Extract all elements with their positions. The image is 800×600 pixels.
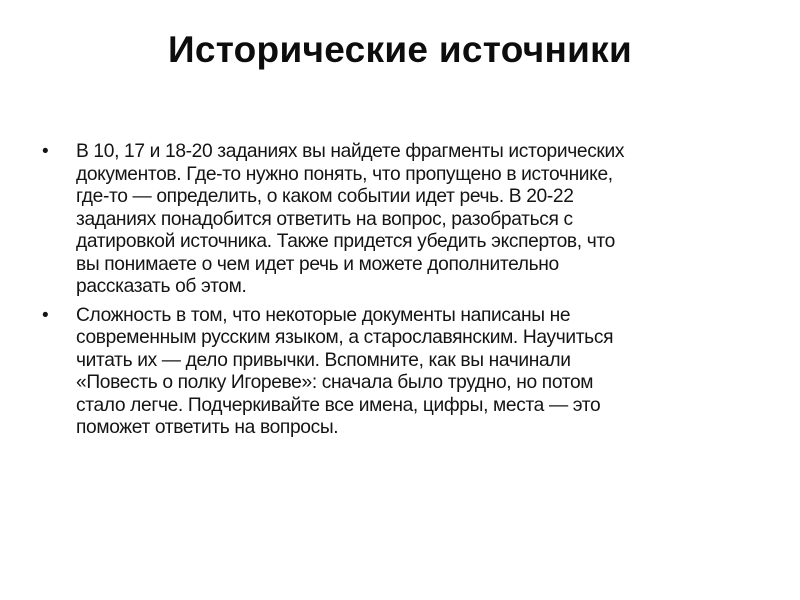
bullet-text-line: где-то — определить, о каком событии идет речь. В 20-22: [76, 186, 574, 207]
bullet-icon: •: [42, 141, 49, 162]
bullet-text-line: вы понимаете о чем идет речь и можете дополнительно: [76, 253, 559, 275]
bullet-text-line: В 10, 17 и 18-20 заданиях вы найдете фрагменты исторических: [76, 141, 625, 162]
slide-title: Исторические источники: [167, 29, 633, 70]
bullet-item-tasks: [40, 141, 760, 299]
bullet-text-line: поможет ответить на вопросы.: [76, 417, 339, 438]
bullet-text-line: рассказать об этом.: [76, 276, 247, 297]
bullet-icon: •: [42, 304, 49, 326]
bullet-text-line: заданиях понадобится ответить на вопрос, разобраться с: [76, 208, 573, 230]
bullet-text-line: датировкой источника. Также придется убедить экспертов, что: [76, 231, 615, 252]
bullet-list: [40, 141, 760, 446]
bullet-text-line: современным русским языком, а старославянским. Научиться: [76, 327, 614, 348]
bullet-text-line: читать их — дело привычки. Вспомните, как вы начинали: [76, 349, 571, 371]
bullet-text-line: «Повесть о полку Игореве»: сначала было трудно, но потом: [76, 372, 594, 393]
bullet-item-difficulty: [40, 305, 760, 440]
bullet-text-line: стало легче. Подчеркивайте все имена, цифры, места — это: [76, 394, 601, 416]
bullet-text-line: Сложность в том, что некоторые документы написаны не: [76, 304, 571, 326]
bullet-text-line: документов. Где-то нужно понять, что пропущено в источнике,: [76, 163, 613, 185]
